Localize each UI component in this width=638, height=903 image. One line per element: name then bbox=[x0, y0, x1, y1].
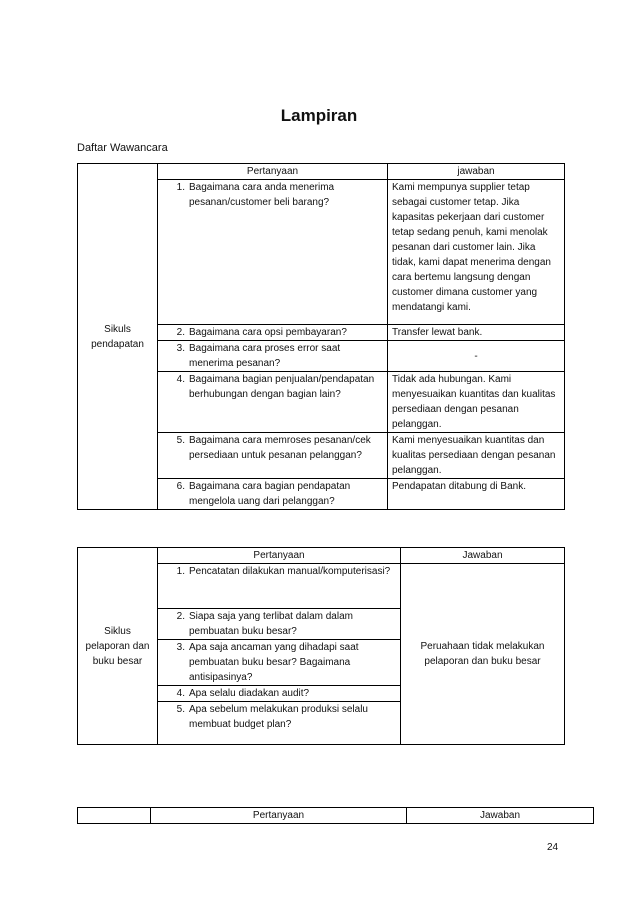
answer-text: Transfer lewat bank. bbox=[388, 325, 565, 341]
interview-table-reporting bbox=[77, 547, 565, 745]
question-text: Bagaimana cara proses error saat menerima pesanan? bbox=[189, 343, 341, 369]
answer-text: Pendapatan ditabung di Bank. bbox=[388, 479, 565, 510]
cycle-label-revenue: Sikuls pendapatan bbox=[78, 164, 158, 510]
interview-table-continued bbox=[77, 807, 594, 824]
question-number: 2. bbox=[176, 611, 185, 622]
question-text: Bagaimana cara opsi pembayaran? bbox=[189, 327, 347, 338]
page-subtitle: Daftar Wawancara bbox=[77, 142, 168, 154]
header-question: Pertanyaan bbox=[158, 164, 388, 180]
question-number: 3. bbox=[176, 343, 185, 354]
header-question: Pertanyaan bbox=[158, 548, 401, 564]
question-number: 1. bbox=[176, 566, 185, 577]
answer-text: - bbox=[388, 341, 565, 372]
answer-text: Kami mempunya supplier tetap sebagai customer tetap. Jika kapasitas pekerjaan dari customer tetap sedang penuh, kami menolak pesanan dari customer lain. Jika tidak, kami dapat menerima dengan cara bertemu langsung dengan customer dimana customer yang mendatangi kami. bbox=[388, 180, 565, 325]
question-number: 5. bbox=[176, 435, 185, 446]
question-text: Apa sebelum melakukan produksi selalu membuat budget plan? bbox=[189, 704, 368, 730]
page-title: Lampiran bbox=[280, 106, 358, 125]
cycle-label-empty bbox=[78, 808, 151, 824]
question-text: Apa saja ancaman yang dihadapi saat pembuatan buku besar? Bagaimana antisipasinya? bbox=[189, 642, 359, 683]
header-question: Pertanyaan bbox=[151, 808, 407, 824]
question-text: Pencatatan dilakukan manual/komputerisasi? bbox=[189, 566, 391, 577]
question-text: Apa selalu diadakan audit? bbox=[189, 688, 310, 699]
question-number: 4. bbox=[176, 688, 185, 699]
question-text: Bagaimana cara bagian pendapatan mengelola uang dari pelanggan? bbox=[189, 481, 351, 507]
question-number: 5. bbox=[176, 704, 185, 715]
answer-text: Peruahaan tidak melakukan pelaporan dan buku besar bbox=[401, 564, 565, 745]
answer-text: Tidak ada hubungan. Kami menyesuaikan kuantitas dan kualitas persediaan dengan pesanan pelanggan. bbox=[388, 372, 565, 433]
question-text: Siapa saja yang terlibat dalam dalam pembuatan buku besar? bbox=[189, 611, 353, 637]
question-number: 4. bbox=[176, 374, 185, 385]
question-text: Bagaimana bagian penjualan/pendapatan berhubungan dengan bagian lain? bbox=[189, 374, 375, 400]
header-answer: Jawaban bbox=[401, 548, 565, 564]
question-number: 3. bbox=[176, 642, 185, 653]
question-number: 6. bbox=[176, 481, 185, 492]
question-text: Bagaimana cara anda menerima pesanan/customer beli barang? bbox=[189, 182, 335, 208]
question-number: 1. bbox=[176, 182, 185, 193]
interview-table-revenue bbox=[77, 163, 565, 510]
page-number: 24 bbox=[547, 842, 559, 853]
cycle-label-reporting: Siklus pelaporan dan buku besar bbox=[78, 548, 158, 745]
question-number: 2. bbox=[176, 327, 185, 338]
header-answer: Jawaban bbox=[407, 808, 594, 824]
header-answer: jawaban bbox=[388, 164, 565, 180]
answer-text: Kami menyesuaikan kuantitas dan kualitas persediaan dengan pesanan pelanggan. bbox=[388, 433, 565, 479]
question-text: Bagaimana cara memroses pesanan/cek persediaan untuk pesanan pelanggan? bbox=[189, 435, 371, 461]
